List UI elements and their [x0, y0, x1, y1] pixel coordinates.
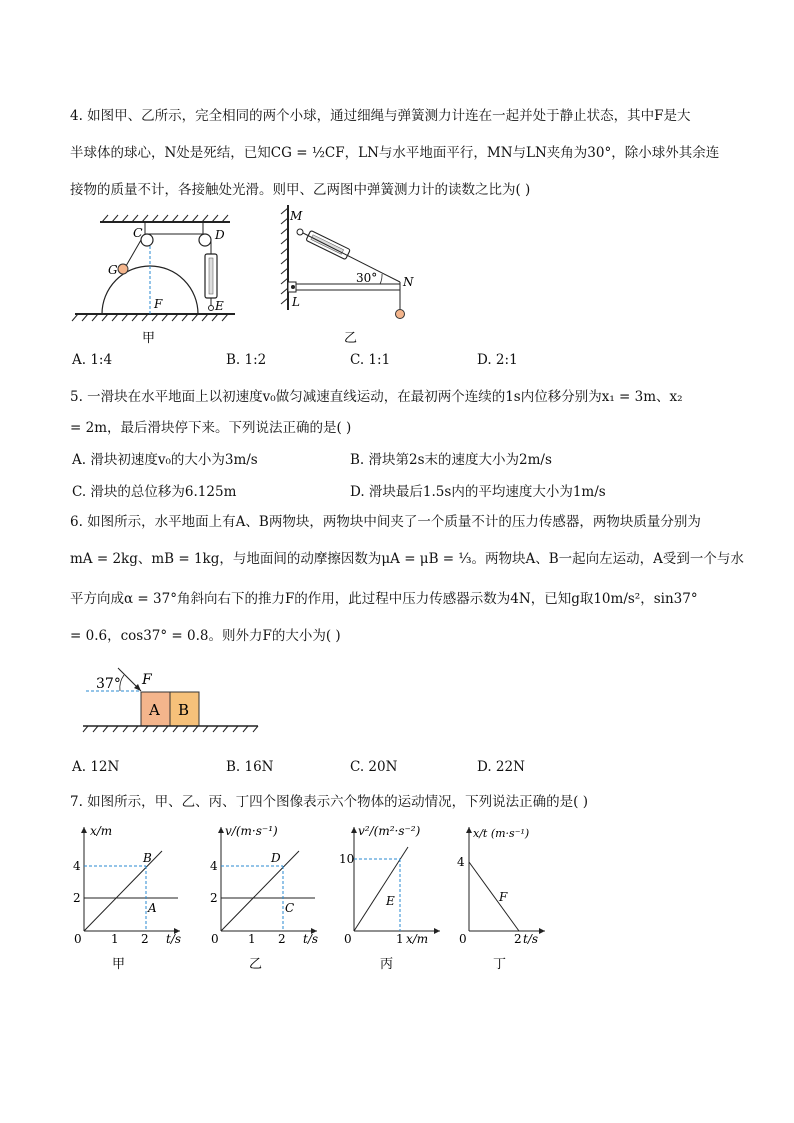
graph-ding-ylabel: x/t (m·s⁻¹)	[473, 827, 530, 840]
label-L: L	[292, 295, 300, 309]
graph-jia-xlabel: t/s	[166, 932, 182, 946]
q5-option-a[interactable]: A. 滑块初速度v₀的大小为3m/s	[72, 452, 258, 468]
q7-graph-bing	[339, 815, 452, 975]
graph-jia-ytick-4: 4	[73, 859, 81, 873]
q4-option-b[interactable]: B. 1:2	[226, 352, 267, 368]
graph-yi-point-D: D	[271, 851, 281, 865]
label-E: E	[215, 299, 224, 313]
q4-text-line1: 4. 如图甲、乙所示，完全相同的两个小球，通过细绳与弹簧测力计连在一起并处于静止状态，其中F是大	[70, 108, 691, 124]
graph-ding-ytick-4: 4	[457, 855, 465, 869]
graph-ding-xlabel: t/s	[523, 932, 539, 946]
q6-option-a[interactable]: A. 12N	[72, 759, 120, 775]
q5-option-d[interactable]: D. 滑块最后1.5s内的平均速度大小为1m/s	[350, 484, 606, 500]
graph-bing-caption: 丙	[380, 957, 394, 972]
graph-jia-point-A: A	[148, 901, 157, 915]
q5-text-line2: = 2m，最后滑块停下来。下列说法正确的是( )	[70, 420, 352, 436]
caption-jia: 甲	[142, 331, 156, 346]
graph-yi-xlabel: t/s	[303, 932, 319, 946]
graph-ding-point-F: F	[499, 890, 508, 904]
graph-yi-ytick-2: 2	[210, 891, 218, 905]
q6-option-d[interactable]: D. 22N	[477, 759, 525, 775]
label-N: N	[403, 275, 414, 289]
graph-jia-xtick-1: 1	[111, 932, 119, 946]
graph-jia-ytick-2: 2	[73, 891, 81, 905]
q6-text-line3: 平方向成α = 37°角斜向右下的推力F的作用，此过程中压力传感器示数为4N，已知g取10m/s²，sin37°	[70, 591, 698, 607]
graph-bing-xlabel: x/m	[406, 932, 429, 946]
graph-jia-xtick-2: 2	[141, 932, 149, 946]
q7-graph-ding	[457, 815, 557, 975]
label-G: G	[108, 263, 118, 277]
graph-ding-caption: 丁	[493, 957, 507, 972]
q4-figure-yi	[272, 200, 422, 350]
q6-text-line1: 6. 如图所示，水平地面上有A、B两物块，两物块中间夹了一个质量不计的压力传感器，两物块质量分别为	[70, 514, 701, 530]
label-force-F: F	[142, 672, 152, 688]
label-30-degree: 30°	[356, 271, 378, 285]
label-F: F	[154, 297, 163, 311]
graph-yi-xtick-1: 1	[248, 932, 256, 946]
graph-bing-origin: 0	[344, 932, 352, 946]
label-M: M	[290, 209, 303, 223]
q4-text-line3: 接物的质量不计，各接触处光滑。则甲、乙两图中弹簧测力计的读数之比为( )	[70, 182, 531, 198]
graph-yi-ylabel: v/(m·s⁻¹)	[225, 824, 278, 838]
q5-text-line1: 5. 一滑块在水平地面上以初速度v₀做匀减速直线运动，在最初两个连续的1s内位移分别为x₁ = 3m、x₂	[70, 389, 683, 405]
graph-jia-origin: 0	[74, 932, 82, 946]
graph-yi-xtick-2: 2	[278, 932, 286, 946]
graph-ding-xtick-2: 2	[514, 932, 522, 946]
q4-option-d[interactable]: D. 2:1	[477, 352, 518, 368]
q6-option-c[interactable]: C. 20N	[350, 759, 398, 775]
graph-bing-point-E: E	[386, 894, 395, 908]
label-D: D	[215, 228, 225, 242]
graph-jia-point-B: B	[143, 851, 152, 865]
graph-yi-ytick-4: 4	[210, 859, 218, 873]
caption-yi: 乙	[344, 331, 358, 346]
q5-option-c[interactable]: C. 滑块的总位移为6.125m	[72, 484, 237, 500]
block-b-label: B	[178, 701, 190, 719]
graph-bing-xtick-1: 1	[396, 932, 404, 946]
q4-text-line2: 半球体的球心，N处是死结，已知CG = ½CF，LN与水平地面平行，MN与LN夹角为30°，除小球外其余连	[70, 145, 720, 161]
label-C: C	[133, 225, 143, 240]
q4-option-a[interactable]: A. 1:4	[72, 352, 113, 368]
q5-option-b[interactable]: B. 滑块第2s末的速度大小为2m/s	[350, 452, 552, 468]
graph-yi-origin: 0	[211, 932, 219, 946]
q6-text-line2: mA = 2kg、mB = 1kg，与地面间的动摩擦因数为μA = μB = ⅓。两物块A、B一起向左运动，A受到一个与水	[70, 551, 744, 567]
block-a-label: A	[149, 701, 160, 719]
q6-option-b[interactable]: B. 16N	[226, 759, 274, 775]
graph-jia-caption: 甲	[112, 957, 126, 972]
graph-bing-ylabel: v²/(m²·s⁻²)	[358, 824, 421, 838]
label-37-degree: 37°	[96, 676, 121, 692]
graph-jia-ylabel: x/m	[90, 824, 113, 838]
q6-figure-blocks	[78, 660, 268, 740]
q6-text-line4: = 0.6，cos37° = 0.8。则外力F的大小为( )	[70, 628, 341, 644]
q4-option-c[interactable]: C. 1:1	[350, 352, 391, 368]
graph-bing-ytick-10: 10	[339, 852, 355, 866]
graph-ding-origin: 0	[459, 932, 467, 946]
q4-figure-jia	[70, 200, 240, 350]
q7-graph-jia	[70, 815, 190, 975]
q7-graph-yi	[207, 815, 327, 975]
q7-text-line1: 7. 如图所示，甲、乙、丙、丁四个图像表示六个物体的运动情况，下列说法正确的是( )	[70, 794, 588, 810]
graph-yi-caption: 乙	[249, 957, 263, 972]
graph-yi-point-C: C	[285, 901, 295, 915]
